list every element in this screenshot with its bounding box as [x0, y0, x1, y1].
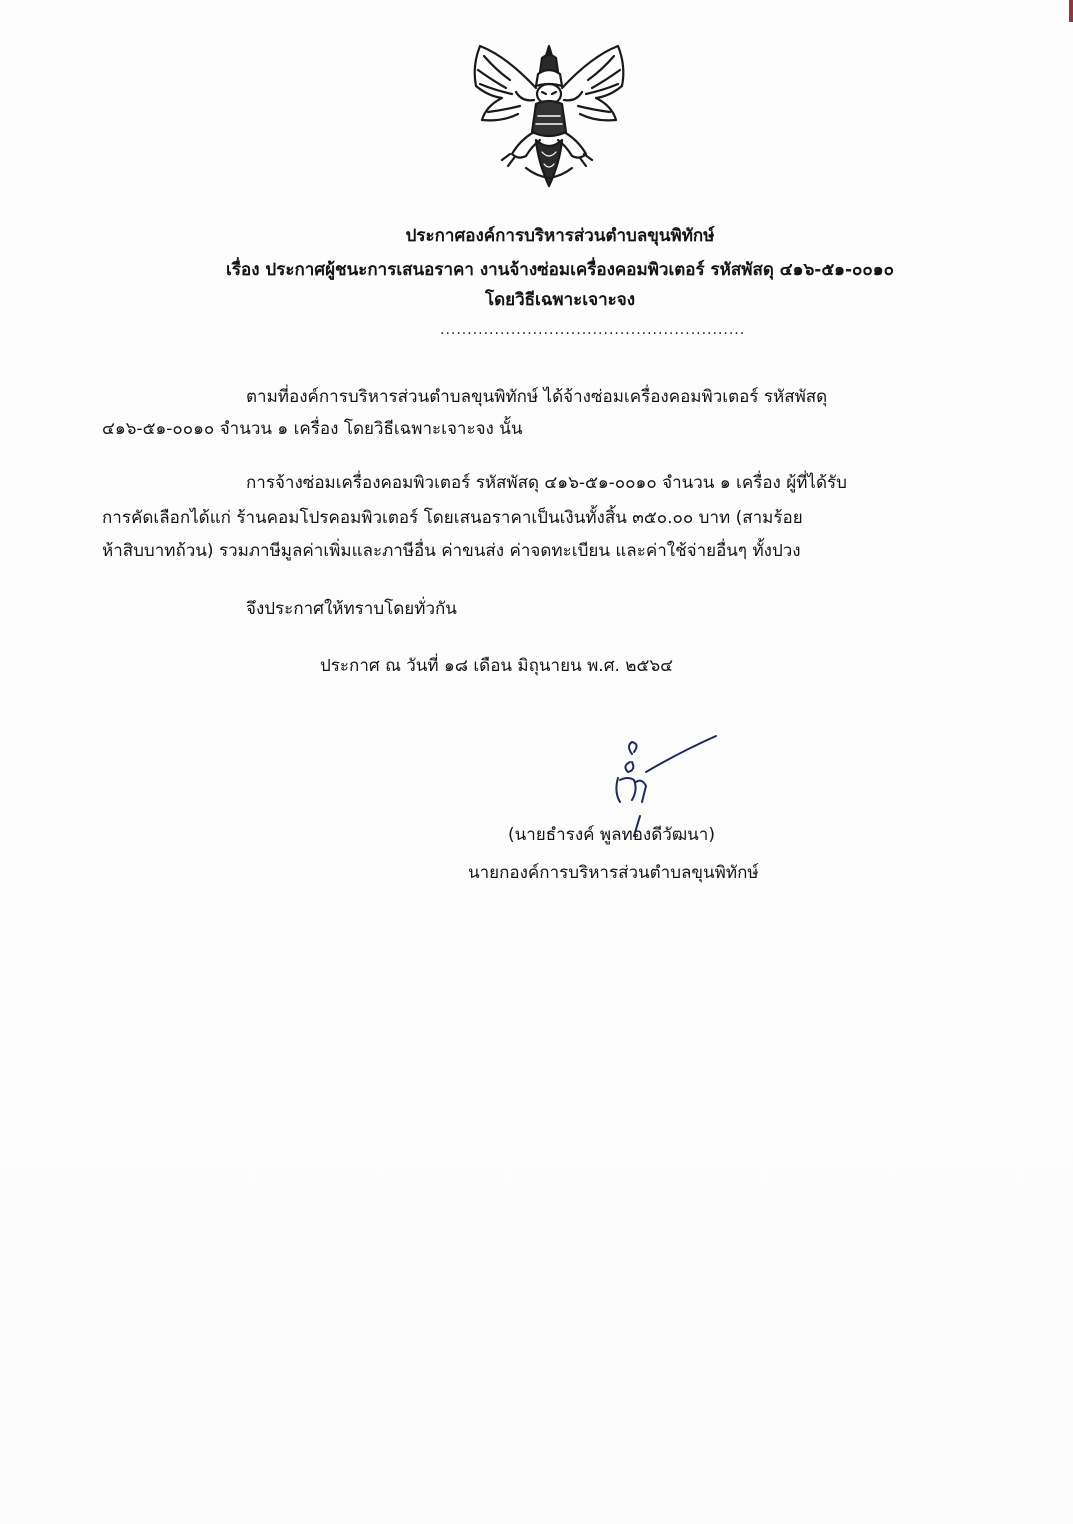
paragraph-1-line-1: ตามที่องค์การบริหารส่วนตำบลขุนพิทักษ์ ได้จ้างซ่อมเครื่องคอมพิวเตอร์ รหัสพัสดุ: [246, 387, 828, 407]
paragraph-2-line-3: ห้าสิบบาทถ้วน) รวมภาษีมูลค่าเพิ่มและภาษีอื่น ค่าขนส่ง ค่าจดทะเบียน และค่าใช้จ่ายอื่นๆ ทั้งปวง: [102, 541, 801, 561]
announcement-subject: เรื่อง ประกาศผู้ชนะการเสนอราคา งานจ้างซ่อมเครื่องคอมพิวเตอร์ รหัสพัสดุ ๔๑๖-๕๑-๐๐๑๐: [226, 260, 894, 280]
edge-mark: [1069, 0, 1073, 22]
garuda-emblem-icon: [466, 36, 632, 198]
paragraph-2-line-2: การคัดเลือกได้แก่ ร้านคอมโปรคอมพิวเตอร์ โดยเสนอราคาเป็นเงินทั้งสิ้น ๓๕๐.๐๐ บาท (สามร้อย: [102, 508, 803, 528]
separator-dots: ........................................................: [440, 322, 746, 338]
signatory-position: นายกองค์การบริหารส่วนตำบลขุนพิทักษ์: [468, 863, 759, 883]
closing-statement: จึงประกาศให้ทราบโดยทั่วกัน: [246, 599, 457, 619]
signatory-name: (นายธำรงค์ พูลทองดีวัฒนา): [508, 825, 715, 845]
paragraph-2-line-1: การจ้างซ่อมเครื่องคอมพิวเตอร์ รหัสพัสดุ ๔๑๖-๕๑-๐๐๑๐ จำนวน ๑ เครื่อง ผู้ที่ได้รับ: [246, 473, 847, 493]
procurement-method: โดยวิธีเฉพาะเจาะจง: [484, 290, 636, 310]
paragraph-1-line-2: ๔๑๖-๕๑-๐๐๑๐ จำนวน ๑ เครื่อง โดยวิธีเฉพาะเจาะจง นั้น: [102, 419, 523, 439]
announcement-date: ประกาศ ณ วันที่ ๑๘ เดือน มิถุนายน พ.ศ. ๒๕๖๔: [320, 656, 674, 676]
announcement-title: ประกาศองค์การบริหารส่วนตำบลขุนพิทักษ์: [405, 226, 715, 246]
